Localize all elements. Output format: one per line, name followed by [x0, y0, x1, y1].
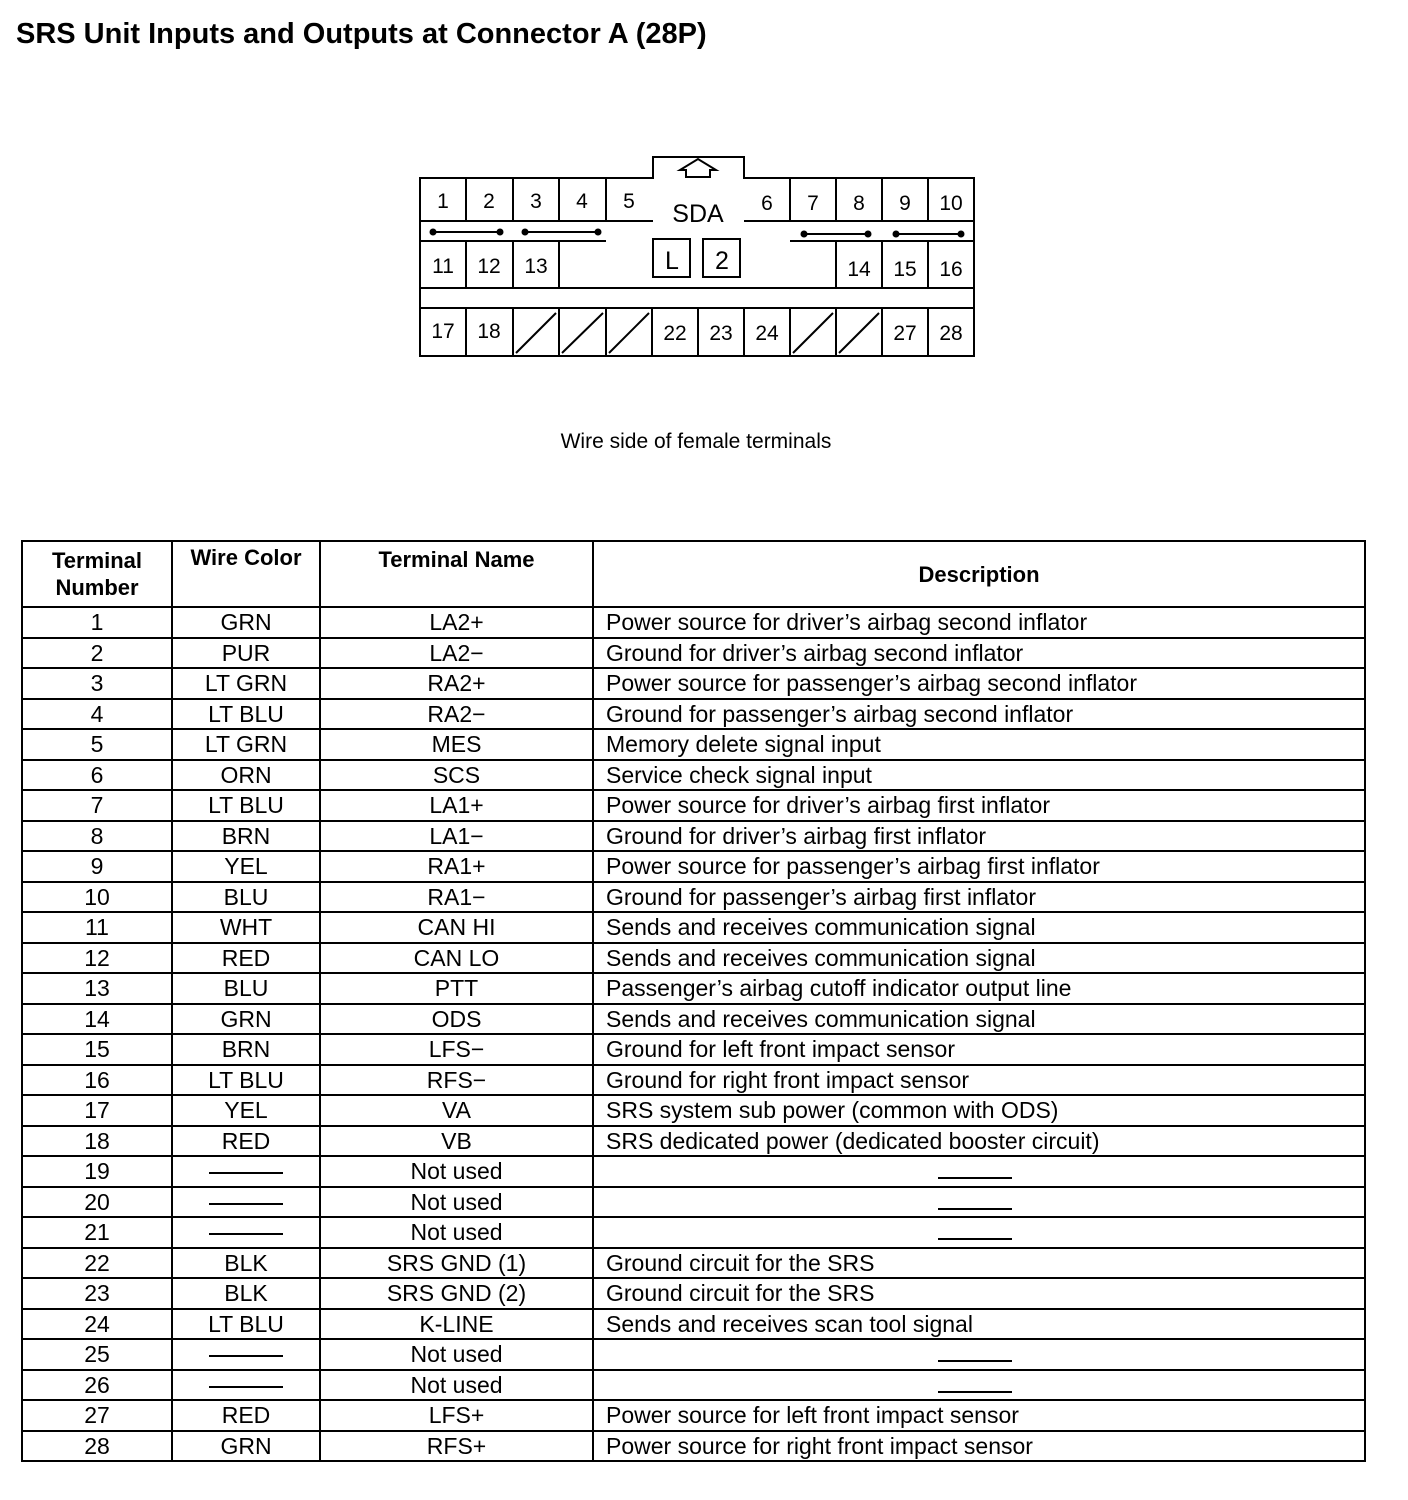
table-row	[22, 729, 1365, 760]
cell-description: Sends and receives communication signal	[593, 1004, 1365, 1035]
diagram-caption: Wire side of female terminals	[560, 430, 832, 453]
cell-description: Ground circuit for the SRS	[593, 1248, 1365, 1279]
cell-wire-color: BLK	[172, 1278, 320, 1309]
cell-description: SRS dedicated power (dedicated booster circuit)	[593, 1126, 1365, 1157]
cell-terminal-number: 19	[22, 1156, 172, 1187]
cell-wire-color: BRN	[172, 821, 320, 852]
cell-terminal-name: Not used	[320, 1339, 593, 1370]
cell-description: SRS system sub power (common with ODS)	[593, 1095, 1365, 1126]
cell-terminal-name: SCS	[320, 760, 593, 791]
cell-terminal-name: K-LINE	[320, 1309, 593, 1340]
table-row	[22, 699, 1365, 730]
table-row	[22, 1004, 1365, 1035]
page-title: SRS Unit Inputs and Outputs at Connector A (28P)	[16, 18, 707, 50]
cell-terminal-number: 16	[22, 1065, 172, 1096]
cell-terminal-name: Not used	[320, 1156, 593, 1187]
cell-terminal-name: LA2+	[320, 607, 593, 638]
cell-description: Ground for passenger’s airbag second inflator	[593, 699, 1365, 730]
pin-label: 10	[939, 192, 963, 215]
cell-description	[593, 1217, 1365, 1248]
pin-label: 3	[530, 190, 542, 213]
cell-terminal-number: 13	[22, 973, 172, 1004]
cell-wire-color: BLU	[172, 973, 320, 1004]
cell-wire-color	[172, 1339, 320, 1370]
cell-wire-color: PUR	[172, 638, 320, 669]
cell-description: Passenger’s airbag cutoff indicator output line	[593, 973, 1365, 1004]
cell-terminal-number: 14	[22, 1004, 172, 1035]
cell-terminal-name: Not used	[320, 1187, 593, 1218]
cell-wire-color: LT BLU	[172, 699, 320, 730]
cell-terminal-name: LA2−	[320, 638, 593, 669]
table-row	[22, 790, 1365, 821]
pin-label: 9	[899, 192, 911, 215]
cell-terminal-name: Not used	[320, 1217, 593, 1248]
header-description: Description	[593, 541, 1365, 607]
cell-terminal-number: 4	[22, 699, 172, 730]
cell-wire-color: GRN	[172, 607, 320, 638]
pin-label: 5	[623, 190, 635, 213]
cell-terminal-number: 17	[22, 1095, 172, 1126]
table-row	[22, 1034, 1365, 1065]
pin-label: 14	[847, 258, 871, 281]
lock-label-2: 2	[715, 247, 729, 275]
cell-terminal-name: Not used	[320, 1370, 593, 1401]
table-row	[22, 1370, 1365, 1401]
table-row	[22, 912, 1365, 943]
cell-description: Power source for driver’s airbag second inflator	[593, 607, 1365, 638]
pin-label: 23	[709, 322, 733, 345]
cell-description: Ground for driver’s airbag first inflator	[593, 821, 1365, 852]
not-applicable-dash	[209, 1386, 283, 1388]
connector-diagram	[400, 145, 1000, 385]
cell-terminal-number: 18	[22, 1126, 172, 1157]
cell-terminal-number: 7	[22, 790, 172, 821]
table-row	[22, 760, 1365, 791]
cell-description: Service check signal input	[593, 760, 1365, 791]
table-row	[22, 851, 1365, 882]
cell-description	[593, 1370, 1365, 1401]
cell-terminal-number: 22	[22, 1248, 172, 1279]
cell-wire-color: ORN	[172, 760, 320, 791]
cell-terminal-number: 15	[22, 1034, 172, 1065]
cell-wire-color: BRN	[172, 1034, 320, 1065]
header-terminal-line2: Number	[55, 575, 139, 600]
table-row	[22, 607, 1365, 638]
header-terminal-number	[22, 541, 172, 607]
cell-terminal-name: PTT	[320, 973, 593, 1004]
cell-terminal-name: MES	[320, 729, 593, 760]
table-row	[22, 1095, 1365, 1126]
cell-terminal-name: LFS−	[320, 1034, 593, 1065]
cell-terminal-number: 26	[22, 1370, 172, 1401]
cell-terminal-number: 11	[22, 912, 172, 943]
cell-terminal-name: RFS−	[320, 1065, 593, 1096]
cell-wire-color: LT GRN	[172, 668, 320, 699]
table-row	[22, 1065, 1365, 1096]
header-terminal-line1: Terminal	[51, 548, 143, 573]
cell-terminal-number: 8	[22, 821, 172, 852]
cell-terminal-number: 20	[22, 1187, 172, 1218]
cell-description: Power source for left front impact sensor	[593, 1400, 1365, 1431]
table-header-row	[22, 541, 1365, 607]
cell-description: Power source for passenger’s airbag second inflator	[593, 668, 1365, 699]
pin-label: 8	[853, 192, 865, 215]
cell-wire-color: LT GRN	[172, 729, 320, 760]
cell-description	[593, 1187, 1365, 1218]
cell-terminal-name: SRS GND (2)	[320, 1278, 593, 1309]
cell-description	[593, 1156, 1365, 1187]
table-row	[22, 943, 1365, 974]
not-applicable-dash	[938, 1360, 1012, 1362]
cell-wire-color	[172, 1217, 320, 1248]
cell-wire-color: GRN	[172, 1004, 320, 1035]
cell-terminal-name: CAN LO	[320, 943, 593, 974]
pin-label: 12	[477, 255, 501, 278]
table-row	[22, 882, 1365, 913]
not-applicable-dash	[209, 1203, 283, 1205]
table-row	[22, 1400, 1365, 1431]
cell-wire-color: RED	[172, 1126, 320, 1157]
cell-description: Ground for driver’s airbag second inflator	[593, 638, 1365, 669]
cell-terminal-number: 12	[22, 943, 172, 974]
cell-terminal-number: 23	[22, 1278, 172, 1309]
cell-terminal-name: LFS+	[320, 1400, 593, 1431]
pin-label: 28	[939, 322, 963, 345]
lock-label-l: L	[665, 247, 679, 275]
cell-terminal-name: LA1+	[320, 790, 593, 821]
cell-terminal-name: RA1−	[320, 882, 593, 913]
cell-terminal-name: CAN HI	[320, 912, 593, 943]
cell-terminal-number: 6	[22, 760, 172, 791]
cell-wire-color: LT BLU	[172, 790, 320, 821]
cell-wire-color	[172, 1370, 320, 1401]
cell-terminal-name: RFS+	[320, 1431, 593, 1462]
pin-label: 6	[761, 192, 773, 215]
header-wire-color: Wire Color	[172, 541, 320, 607]
cell-description: Memory delete signal input	[593, 729, 1365, 760]
cell-description: Sends and receives communication signal	[593, 943, 1365, 974]
not-applicable-dash	[938, 1391, 1012, 1393]
cell-wire-color: BLU	[172, 882, 320, 913]
cell-wire-color: LT BLU	[172, 1309, 320, 1340]
cell-terminal-number: 2	[22, 638, 172, 669]
cell-wire-color	[172, 1187, 320, 1218]
cell-description: Ground for left front impact sensor	[593, 1034, 1365, 1065]
pin-label: 2	[483, 190, 495, 213]
cell-terminal-number: 27	[22, 1400, 172, 1431]
table-row	[22, 1217, 1365, 1248]
cell-description	[593, 1339, 1365, 1370]
table-row	[22, 668, 1365, 699]
cell-terminal-name: VB	[320, 1126, 593, 1157]
terminal-table	[21, 540, 1366, 1462]
pin-label: 24	[755, 322, 779, 345]
pin-label: 22	[663, 322, 687, 345]
cell-terminal-number: 21	[22, 1217, 172, 1248]
cell-terminal-name: VA	[320, 1095, 593, 1126]
header-terminal-name: Terminal Name	[320, 541, 593, 607]
cell-terminal-number: 9	[22, 851, 172, 882]
cell-terminal-name: ODS	[320, 1004, 593, 1035]
cell-wire-color: LT BLU	[172, 1065, 320, 1096]
pin-label: 27	[893, 322, 917, 345]
cell-description: Power source for passenger’s airbag first inflator	[593, 851, 1365, 882]
pin-label: 13	[524, 255, 548, 278]
not-applicable-dash	[938, 1208, 1012, 1210]
cell-wire-color: BLK	[172, 1248, 320, 1279]
pin-label: 11	[432, 255, 454, 278]
table-row	[22, 821, 1365, 852]
cell-description: Ground circuit for the SRS	[593, 1278, 1365, 1309]
cell-wire-color: RED	[172, 943, 320, 974]
cell-terminal-name: RA1+	[320, 851, 593, 882]
table-row	[22, 1309, 1365, 1340]
cell-terminal-name: RA2−	[320, 699, 593, 730]
cell-wire-color: YEL	[172, 851, 320, 882]
cell-wire-color	[172, 1156, 320, 1187]
not-applicable-dash	[938, 1238, 1012, 1240]
cell-wire-color: WHT	[172, 912, 320, 943]
not-applicable-dash	[209, 1355, 283, 1357]
cell-terminal-number: 10	[22, 882, 172, 913]
table-row	[22, 973, 1365, 1004]
cell-description: Ground for passenger’s airbag first inflator	[593, 882, 1365, 913]
table-row	[22, 1187, 1365, 1218]
table-row	[22, 638, 1365, 669]
cell-terminal-number: 25	[22, 1339, 172, 1370]
cell-terminal-number: 3	[22, 668, 172, 699]
cell-wire-color: GRN	[172, 1431, 320, 1462]
table-row	[22, 1431, 1365, 1462]
not-applicable-dash	[209, 1172, 283, 1174]
cell-terminal-number: 24	[22, 1309, 172, 1340]
pin-label: 7	[807, 192, 819, 215]
cell-terminal-number: 1	[22, 607, 172, 638]
not-applicable-dash	[209, 1233, 283, 1235]
cell-terminal-name: LA1−	[320, 821, 593, 852]
cell-description: Power source for right front impact sensor	[593, 1431, 1365, 1462]
pin-label: 15	[893, 258, 917, 281]
pin-label: 18	[477, 320, 501, 343]
pin-label: 1	[437, 190, 449, 213]
cell-description: Power source for driver’s airbag first inflator	[593, 790, 1365, 821]
table-row	[22, 1156, 1365, 1187]
table-row	[22, 1278, 1365, 1309]
not-applicable-dash	[938, 1177, 1012, 1179]
table-row	[22, 1339, 1365, 1370]
cell-description: Ground for right front impact sensor	[593, 1065, 1365, 1096]
cell-terminal-number: 5	[22, 729, 172, 760]
cell-wire-color: RED	[172, 1400, 320, 1431]
cell-terminal-name: SRS GND (1)	[320, 1248, 593, 1279]
pin-label: 16	[939, 258, 963, 281]
cell-wire-color: YEL	[172, 1095, 320, 1126]
cell-description: Sends and receives scan tool signal	[593, 1309, 1365, 1340]
cell-terminal-name: RA2+	[320, 668, 593, 699]
table-row	[22, 1126, 1365, 1157]
cell-description: Sends and receives communication signal	[593, 912, 1365, 943]
table-row	[22, 1248, 1365, 1279]
key-label: SDA	[672, 200, 724, 228]
cell-terminal-number: 28	[22, 1431, 172, 1462]
pin-label: 17	[431, 320, 455, 343]
pin-label: 4	[576, 190, 588, 213]
